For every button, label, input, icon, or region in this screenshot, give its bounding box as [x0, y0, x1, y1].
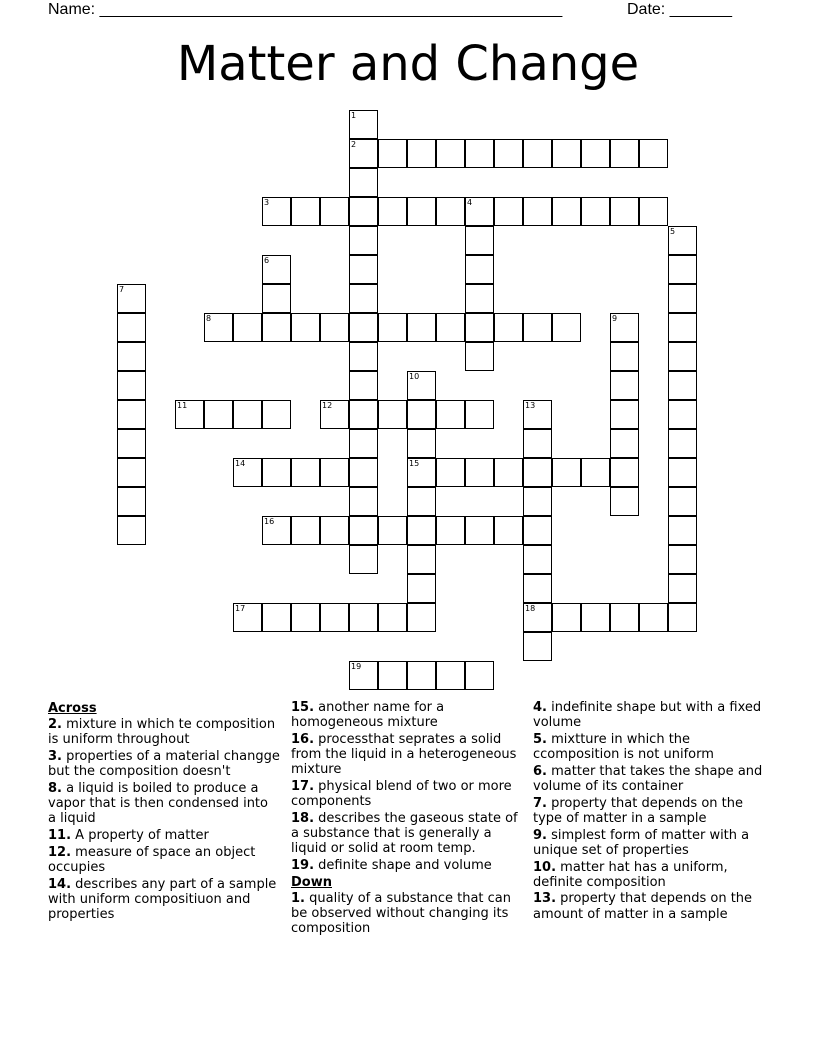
crossword-cell[interactable]: [436, 139, 465, 168]
crossword-cell[interactable]: [436, 458, 465, 487]
date-label: Date:: [627, 1, 666, 18]
crossword-cell[interactable]: [262, 313, 291, 342]
clue-down-9: 9. simplest form of matter with a unique set of properties: [533, 827, 750, 858]
crossword-cell[interactable]: [668, 458, 697, 487]
clue-down-5: 5. mixtture in which the ccomposition is not uniform: [533, 731, 714, 763]
clue-down-10: 10. matter hat has a uniform, definite composition: [533, 859, 728, 890]
across-heading: Across: [48, 701, 97, 716]
crossword-cell[interactable]: [523, 574, 552, 603]
crossword-cell[interactable]: [349, 545, 378, 574]
crossword-cell[interactable]: [465, 226, 494, 255]
crossword-cell[interactable]: [494, 516, 523, 545]
clue-across-15: 15. another name for a homogeneous mixture: [291, 700, 445, 731]
crossword-cell[interactable]: [233, 458, 262, 487]
clue-across-8: 8. a liquid is boiled to produce a vapor that is then condensed into a liquid: [48, 781, 268, 827]
crossword-cell[interactable]: [407, 371, 436, 400]
crossword-cell[interactable]: [668, 284, 697, 313]
crossword-cell[interactable]: [523, 313, 552, 342]
cell-number: 13: [525, 401, 536, 410]
clue-across-11: 11. A property of matter: [48, 828, 209, 844]
name-label: Name:: [48, 1, 96, 18]
crossword-cell[interactable]: [407, 603, 436, 632]
crossword-cell[interactable]: [407, 197, 436, 226]
crossword-cell[interactable]: [436, 400, 465, 429]
crossword-cell[interactable]: [523, 487, 552, 516]
cell-number: 16: [264, 517, 275, 526]
cell-number: 14: [235, 459, 246, 468]
crossword-cell[interactable]: [610, 371, 639, 400]
crossword-cell[interactable]: [349, 661, 378, 690]
crossword-cell[interactable]: [262, 284, 291, 313]
clue-down-6: 6. matter that takes the shape and volume of its container: [533, 763, 763, 795]
clue-across-14: 14. describes any part of a sample with uniform compositiuon and properties: [48, 876, 277, 923]
crossword-cell[interactable]: [668, 487, 697, 516]
crossword-cell[interactable]: [668, 313, 697, 342]
cell-number: 10: [409, 372, 420, 381]
cell-number: 19: [351, 662, 362, 671]
crossword-cell[interactable]: [668, 400, 697, 429]
clue-across-17: 17. physical blend of two or more components: [291, 779, 512, 810]
cell-number: 3: [264, 198, 270, 207]
cell-number: 11: [177, 401, 188, 410]
crossword-cell[interactable]: [436, 516, 465, 545]
crossword-cell[interactable]: [668, 226, 697, 255]
crossword-cell[interactable]: [349, 139, 378, 168]
crossword-cell[interactable]: [523, 545, 552, 574]
crossword-cell[interactable]: [668, 342, 697, 371]
crossword-cell[interactable]: [204, 313, 233, 342]
crossword-cell[interactable]: [233, 400, 262, 429]
clue-down-13: 13. property that depends on the amount of matter in a sample: [533, 891, 753, 922]
clues-column-2: [291, 700, 523, 938]
crossword-cell[interactable]: [320, 400, 349, 429]
crossword-cell[interactable]: [320, 313, 349, 342]
crossword-cell[interactable]: [610, 139, 639, 168]
crossword-cell[interactable]: [523, 603, 552, 632]
crossword-cell[interactable]: [349, 284, 378, 313]
clue-across-12: 12. measure of space an object occupies: [48, 844, 256, 876]
crossword-cell[interactable]: [262, 603, 291, 632]
cell-number: 4: [467, 198, 473, 207]
crossword-cell[interactable]: [465, 661, 494, 690]
crossword-cell[interactable]: [291, 458, 320, 487]
crossword-cell[interactable]: [349, 458, 378, 487]
crossword-cell[interactable]: [117, 342, 146, 371]
crossword-cell[interactable]: [349, 429, 378, 458]
crossword-cell[interactable]: [320, 516, 349, 545]
crossword-cell[interactable]: [262, 516, 291, 545]
crossword-cell[interactable]: [552, 139, 581, 168]
page-title: Matter and Change: [176, 36, 640, 92]
cell-number: 15: [409, 459, 420, 468]
crossword-cell[interactable]: [668, 516, 697, 545]
crossword-cell[interactable]: [233, 603, 262, 632]
crossword-cell[interactable]: [407, 545, 436, 574]
crossword-cell[interactable]: [349, 516, 378, 545]
crossword-cell[interactable]: [581, 603, 610, 632]
cell-number: 5: [670, 227, 676, 236]
crossword-cell[interactable]: [523, 139, 552, 168]
crossword-cell[interactable]: [465, 197, 494, 226]
crossword-cell[interactable]: [610, 313, 639, 342]
crossword-cell[interactable]: [349, 226, 378, 255]
crossword-cell[interactable]: [465, 400, 494, 429]
crossword-cell[interactable]: [407, 429, 436, 458]
crossword-cell[interactable]: [233, 313, 262, 342]
crossword-cell[interactable]: [436, 197, 465, 226]
crossword-cell[interactable]: [349, 342, 378, 371]
crossword-cell[interactable]: [407, 458, 436, 487]
crossword-cell[interactable]: [349, 197, 378, 226]
crossword-cell[interactable]: [349, 487, 378, 516]
crossword-cell[interactable]: [552, 603, 581, 632]
crossword-cell[interactable]: [639, 603, 668, 632]
crossword-cell[interactable]: [610, 429, 639, 458]
clue-across-16: 16. processthat seprates a solid from the liquid in a heterogeneous mixture: [291, 731, 517, 778]
crossword-cell[interactable]: [378, 313, 407, 342]
crossword-cell[interactable]: [378, 400, 407, 429]
crossword-cell[interactable]: [465, 255, 494, 284]
crossword-cell[interactable]: [523, 632, 552, 661]
crossword-cell[interactable]: [581, 197, 610, 226]
crossword-cell[interactable]: [581, 458, 610, 487]
crossword-cell[interactable]: [552, 313, 581, 342]
crossword-cell[interactable]: [668, 371, 697, 400]
crossword-cell[interactable]: [668, 603, 697, 632]
crossword-cell[interactable]: [117, 487, 146, 516]
cell-number: 1: [351, 111, 357, 120]
crossword-cell[interactable]: [610, 458, 639, 487]
cell-number: 6: [264, 256, 270, 265]
crossword-cell[interactable]: [320, 197, 349, 226]
crossword-cell[interactable]: [523, 458, 552, 487]
crossword-cell[interactable]: [117, 400, 146, 429]
crossword-cell[interactable]: [262, 400, 291, 429]
clue-down-4: 4. indefinite shape but with a fixed volume: [533, 700, 762, 731]
crossword-cell[interactable]: [349, 313, 378, 342]
cell-number: 17: [235, 604, 246, 613]
crossword-cell[interactable]: [291, 313, 320, 342]
crossword-cell[interactable]: [494, 197, 523, 226]
crossword-cell[interactable]: [378, 603, 407, 632]
crossword-cell[interactable]: [117, 371, 146, 400]
cell-number: 2: [351, 140, 357, 149]
cell-number: 12: [322, 401, 333, 410]
crossword-cell[interactable]: [349, 168, 378, 197]
crossword-cell[interactable]: [378, 197, 407, 226]
cell-number: 9: [612, 314, 618, 323]
crossword-cell[interactable]: [291, 197, 320, 226]
crossword-cell[interactable]: [117, 458, 146, 487]
crossword-cell[interactable]: [610, 487, 639, 516]
crossword-cell[interactable]: [320, 458, 349, 487]
crossword-cell[interactable]: [610, 603, 639, 632]
crossword-cell[interactable]: [668, 429, 697, 458]
crossword-cell[interactable]: [523, 516, 552, 545]
clue-down-1: 1. quality of a substance that can be observed without changing its composition: [291, 890, 511, 937]
clues-column-1: [48, 700, 280, 924]
crossword-cell[interactable]: [407, 661, 436, 690]
crossword-cell[interactable]: [465, 516, 494, 545]
crossword-cell[interactable]: [581, 139, 610, 168]
crossword-cell[interactable]: [610, 400, 639, 429]
crossword-cell[interactable]: [407, 574, 436, 603]
crossword-cell[interactable]: [378, 139, 407, 168]
clue-down-7: 7. property that depends on the type of matter in a sample: [533, 795, 743, 826]
clues-column-3: [533, 700, 765, 923]
crossword-cell[interactable]: [117, 516, 146, 545]
crossword-cell[interactable]: [436, 313, 465, 342]
crossword-cell[interactable]: [349, 371, 378, 400]
clue-across-18: 18. describes the gaseous state of a substance that is generally a liquid or solid at room temp.: [291, 810, 518, 857]
crossword-cell[interactable]: [320, 603, 349, 632]
crossword-cell[interactable]: [610, 342, 639, 371]
crossword-cell[interactable]: [291, 516, 320, 545]
name-line: ____________________________________________________: [99, 1, 563, 18]
crossword-cell[interactable]: [262, 458, 291, 487]
cell-number: 7: [119, 285, 125, 294]
crossword-cell[interactable]: [465, 458, 494, 487]
crossword-cell[interactable]: [523, 197, 552, 226]
crossword-cell[interactable]: [465, 284, 494, 313]
crossword-cell[interactable]: [494, 313, 523, 342]
crossword-cell[interactable]: [668, 255, 697, 284]
crossword-cell[interactable]: [407, 487, 436, 516]
date-line: _______: [669, 1, 732, 18]
clue-across-2: 2. mixture in which te composition is uniform throughout: [48, 717, 276, 748]
crossword-cell[interactable]: [349, 400, 378, 429]
crossword-cell[interactable]: [610, 197, 639, 226]
cell-number: 18: [525, 604, 536, 613]
crossword-cell[interactable]: [204, 400, 233, 429]
crossword-cell[interactable]: [668, 545, 697, 574]
crossword-cell[interactable]: [465, 342, 494, 371]
crossword-cell[interactable]: [117, 313, 146, 342]
crossword-cell[interactable]: [494, 458, 523, 487]
crossword-cell[interactable]: [175, 400, 204, 429]
crossword-cell[interactable]: [465, 139, 494, 168]
crossword-cell[interactable]: [262, 255, 291, 284]
crossword-cell[interactable]: [668, 574, 697, 603]
crossword-cell[interactable]: [378, 661, 407, 690]
crossword-cell[interactable]: [378, 516, 407, 545]
crossword-cell[interactable]: [117, 429, 146, 458]
crossword-cell[interactable]: [436, 661, 465, 690]
crossword-cell[interactable]: [407, 400, 436, 429]
crossword-cell[interactable]: [552, 458, 581, 487]
crossword-cell[interactable]: [552, 197, 581, 226]
crossword-cell[interactable]: [465, 313, 494, 342]
crossword-cell[interactable]: [639, 139, 668, 168]
crossword-cell[interactable]: [407, 516, 436, 545]
cell-number: 8: [206, 314, 212, 323]
down-heading: Down: [291, 874, 332, 890]
crossword-cell[interactable]: [407, 313, 436, 342]
crossword-cell[interactable]: [494, 139, 523, 168]
crossword-cell[interactable]: [349, 110, 378, 139]
crossword-cell[interactable]: [523, 400, 552, 429]
crossword-cell[interactable]: [349, 603, 378, 632]
crossword-cell[interactable]: [117, 284, 146, 313]
crossword-cell[interactable]: [262, 197, 291, 226]
crossword-cell[interactable]: [523, 429, 552, 458]
crossword-cell[interactable]: [407, 139, 436, 168]
clue-across-3: 3. properties of a material changge but the composition doesn't: [48, 749, 280, 780]
clue-across-19: 19. definite shape and volume: [291, 858, 492, 874]
crossword-cell[interactable]: [639, 197, 668, 226]
crossword-cell[interactable]: [291, 603, 320, 632]
crossword-cell[interactable]: [349, 255, 378, 284]
